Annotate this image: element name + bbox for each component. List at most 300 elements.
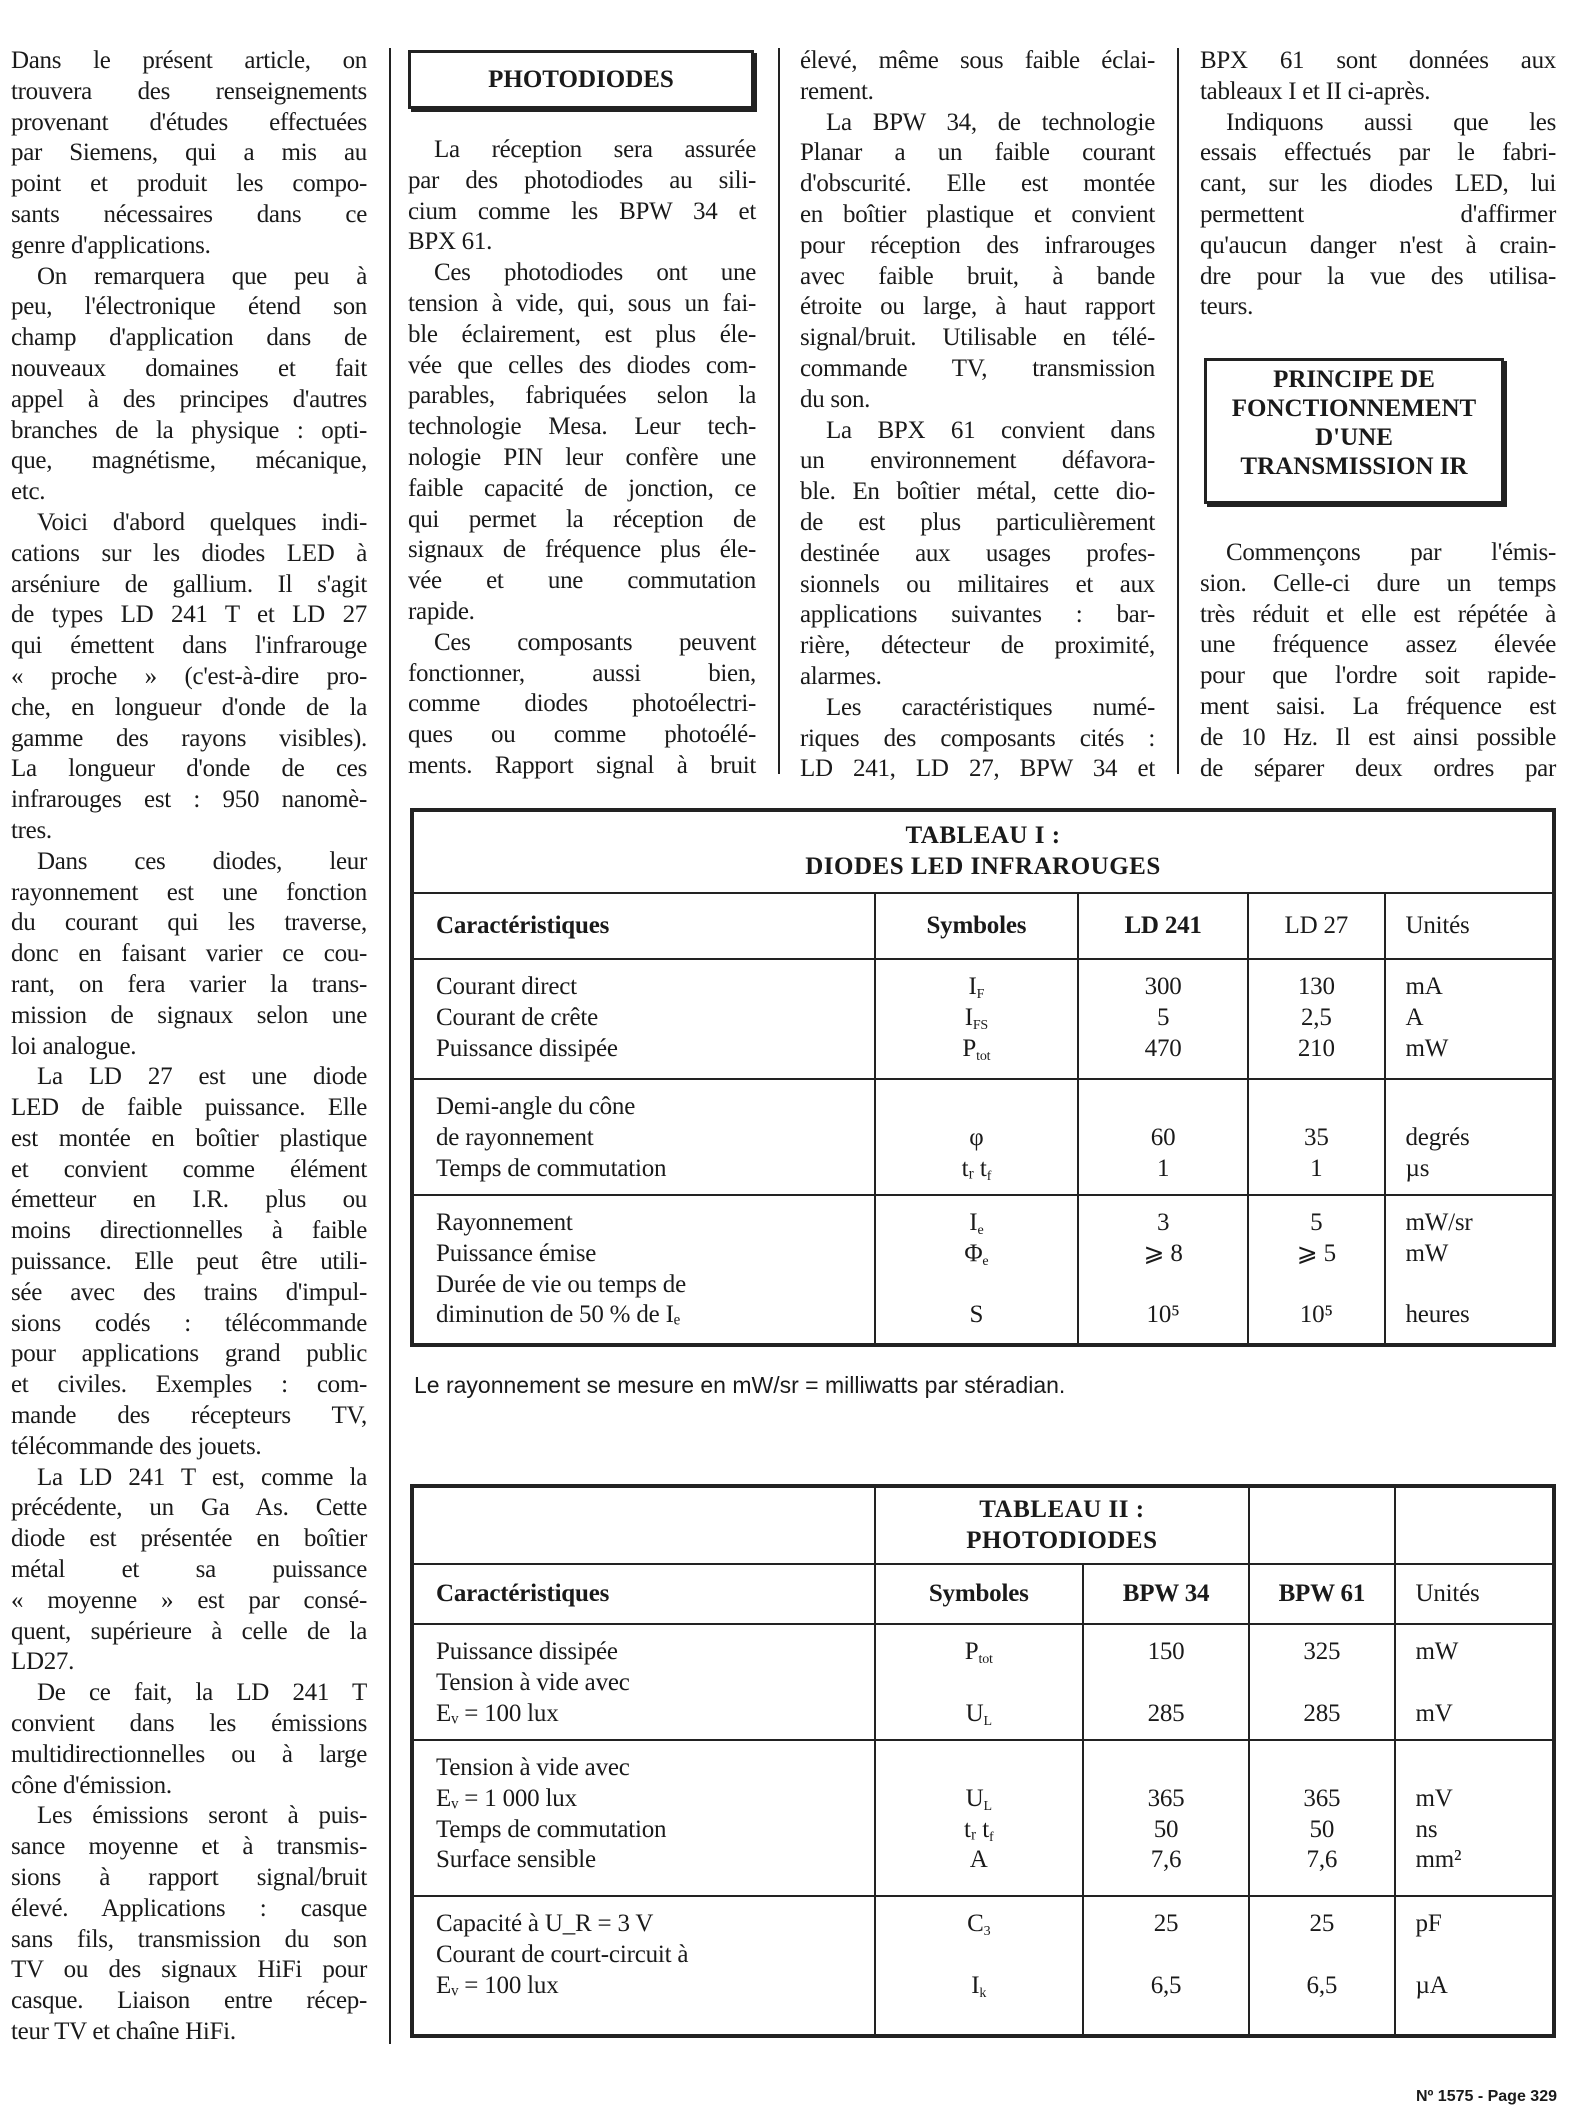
characteristic: de rayonnement [436,1123,594,1151]
text-line: parables, fabriquées selon la [408,382,756,410]
value-1: 60 [1150,1123,1176,1151]
cell-v1 [1078,1195,1248,1345]
symbol [876,1909,1082,1940]
article-column-4-continued [1200,538,1556,784]
text-line: destinée aux usages profes- [800,539,1155,567]
paragraph [11,1062,367,1462]
text-line: vée que celles des diodes com- [408,351,756,379]
text-line: cant, sur les diodes LED, lui [1200,170,1556,198]
text-line: LD27. [11,1648,75,1676]
value-1: 300 [1144,973,1182,1000]
value-2: 365 [1303,1784,1341,1812]
unit: mV [1415,1784,1453,1812]
text-line: sans fils, transmission du son [11,1925,367,1953]
characteristic: Courant de court-circuit à [436,1940,689,1968]
paragraph [408,135,756,258]
text-line: loi analogue. [11,1032,137,1060]
unit: A [1405,1003,1424,1031]
text-line: rière, détecteur de proximité, [800,632,1155,660]
text-line: rant, on fera varier la trans- [11,970,367,998]
value-2: 50 [1309,1815,1335,1843]
symbol-subscript: e [982,1253,989,1269]
text-line: BPX 61 sont données aux [1200,47,1556,74]
unit: mA [1405,973,1443,1000]
symbol-main: C [967,1910,984,1937]
text-line: un environnement défavora- [800,447,1155,475]
value-2 [1250,1668,1393,1699]
unit: pF [1415,1910,1442,1937]
paragraph [11,262,367,508]
characteristic: diminution de 50 % de Iₑ [436,1301,680,1329]
unit: ns [1415,1815,1438,1843]
text-line: provenant d'études effectuées [11,108,367,136]
text-line: faible capacité de jonction, ce [408,474,756,502]
value-2: 285 [1303,1699,1341,1727]
cell-c [412,1079,875,1195]
text-line: Dans ces diodes, leur [37,847,367,875]
value-1: 470 [1144,1034,1182,1062]
empty-cell [412,1486,875,1564]
unit [1416,1940,1552,1971]
value-1: 3 [1156,1209,1170,1236]
paragraph [800,416,1155,693]
column-rule [778,48,780,774]
symbol [876,1699,1082,1730]
column-header: BPW 61 [1249,1564,1394,1624]
text-line: arséniure de gallium. Il s'agit [11,570,367,598]
text-line: pour que l'ordre soit rapide- [1200,662,1556,690]
text-line: multidirectionnelles ou à large [11,1740,367,1768]
unit [1406,1092,1553,1123]
value-1: 10⁵ [1146,1301,1180,1329]
text-line: diode est présentée en boîtier [11,1525,367,1553]
text-line: de séparer deux ordres par [1200,754,1556,782]
value-2: 210 [1297,1034,1335,1062]
table-row-group [412,1740,1554,1896]
text-line: quent, supérieure à celle de la [11,1617,367,1645]
text-line: convient dans les émissions [11,1710,367,1738]
value-1: 285 [1147,1699,1185,1727]
table-header-row [412,1564,1554,1624]
paragraph [800,46,1155,108]
text-line: appel à des principes d'autres [11,385,367,413]
text-line: sionnels ou militaires et aux [800,570,1155,598]
value-2: 5 [1310,1209,1323,1236]
text-line: Commençons par l'émis- [1226,539,1556,566]
text-line: donc en faisant varier ce cou- [11,940,367,968]
text-line: LED de faible puissance. Elle [11,1094,367,1122]
cell-c [412,959,875,1079]
symbol [876,1300,1077,1331]
text-line: Les caractéristiques numé- [826,693,1155,721]
text-line: ment saisi. La fréquence est [1200,692,1556,720]
text-line: branches de la physique : opti- [11,416,367,444]
text-line: de types LD 241 T et LD 27 [11,601,367,629]
symbol-subscript: FS [972,1017,989,1033]
unit: mW [1405,1034,1449,1062]
table-1-footnote: Le rayonnement se mesure en mW/sr = milliwatts par stéradian. [414,1372,1066,1398]
column-header: BPW 34 [1083,1564,1249,1624]
symbol-subscript: f [986,1168,992,1184]
unit: mW [1405,1239,1449,1267]
text-line: LD 241, LD 27, BPW 34 et [800,755,1155,783]
column-header: Caractéristiques [412,1564,875,1624]
text-line: cône d'émission. [11,1771,172,1799]
characteristic: Rayonnement [436,1209,573,1236]
text-line: métal et sa puissance [11,1556,367,1584]
article-column-2 [408,135,756,782]
text-line: vée et une commutation [408,567,756,595]
text-line: est montée en boîtier plastique [11,1124,367,1152]
value-1: 1 [1156,1154,1170,1182]
symbol [876,1784,1082,1815]
cell-v2 [1248,1195,1384,1345]
table-header-row [412,893,1554,959]
cell-u [1395,1740,1554,1896]
text-line: point et produit les compo- [11,170,367,198]
text-line: genre d'applications. [11,231,211,259]
characteristic: Eᵥ = 100 lux [436,1971,559,1999]
text-line: applications suivantes : bar- [800,601,1155,629]
text-line: tableaux I et II ci-après. [1200,77,1431,105]
text-line: cium comme les BPW 34 et [408,197,756,225]
text-line: BPX 61. [408,228,493,256]
symbol [876,1154,1077,1185]
characteristic: Capacité à U_R = 3 V [436,1910,654,1937]
text-line: sance moyenne et à transmis- [11,1833,367,1861]
symbol-main: tᵣ t [963,1815,990,1843]
cell-s [875,1740,1083,1896]
table-row-group [412,1079,1554,1195]
symbol-subscript: F [976,987,985,1002]
text-line: Planar a un faible courant [800,139,1155,167]
unit: µs [1405,1154,1430,1182]
text-line: sions codés : télécommande [11,1309,367,1337]
table-title-line: DIODES LED INFRAROUGES [805,853,1161,880]
cell-v1 [1083,1624,1249,1740]
unit [1416,1668,1552,1699]
text-line: TV ou des signaux HiFi pour [11,1956,367,1984]
text-line: élevé, même sous faible éclai- [800,47,1155,74]
symbol [876,972,1077,1003]
symbol-subscript: 3 [983,1924,991,1939]
symbol-main: I [964,1003,973,1031]
paragraph [800,108,1155,416]
cell-v1 [1078,1079,1248,1195]
column-header: Symboles [875,1564,1083,1624]
paragraph [408,258,756,628]
symbol-subscript: k [979,1985,987,2001]
text-line: tension à vide, qui, sous un fai- [408,289,756,317]
text-line: une fréquence assez élevée [1200,631,1556,659]
text-line: et civiles. Exemples : com- [11,1371,367,1399]
text-line: riques des composants cités : [800,724,1155,752]
text-line: sants nécessaires dans ce [11,200,367,228]
characteristic: Tension à vide avec [436,1754,630,1781]
value-1 [1084,1753,1248,1784]
unit: degrés [1405,1123,1470,1151]
value-1: 7,6 [1150,1846,1182,1874]
text-line: rayonnement est une fonction [11,878,367,906]
value-1: 5 [1156,1003,1170,1031]
text-line: que, magnétisme, mécanique, [11,447,367,475]
symbol-main: Φ [964,1239,983,1267]
symbol [876,1034,1077,1065]
unit: µA [1415,1971,1448,1999]
text-line: mande des récepteurs TV, [11,1402,367,1430]
text-line: puissance. Elle peut être utili- [11,1248,367,1276]
text-line: permettent d'affirmer [1200,200,1556,228]
value-1: 150 [1147,1638,1185,1665]
cell-v1 [1078,959,1248,1079]
symbol [876,1637,1082,1668]
value-1: 6,5 [1150,1971,1182,1999]
table-row-group [412,959,1554,1079]
paragraph [1200,46,1556,108]
characteristic: Eᵥ = 1 000 lux [436,1784,577,1812]
text-line: nologie PIN leur confère une [408,443,756,471]
text-line: La LD 27 est une diode [37,1063,367,1091]
characteristic: Demi-angle du cône [436,1093,636,1120]
text-line: On remarquera que peu à [37,262,367,290]
text-line: émetteur en I.R. plus ou [11,1186,367,1214]
text-line: qui permet la réception de [408,505,756,533]
text-line: sion. Celle-ci dure un temps [1200,569,1556,597]
paragraph [11,46,367,262]
cell-s [875,1896,1083,2036]
cell-v2 [1248,1079,1384,1195]
cell-s [875,1079,1078,1195]
unit: mW [1415,1638,1459,1665]
text-line: teur TV et chaîne HiFi. [11,2018,236,2045]
characteristic: Surface sensible [436,1846,596,1874]
text-line: par des photodiodes au sili- [408,166,756,194]
cell-c [412,1624,875,1740]
symbol [876,1003,1077,1034]
column-header: LD 27 [1248,893,1384,959]
text-line: élevé. Applications : casque [11,1894,367,1922]
text-line: précédente, un Ga As. Cette [11,1494,367,1522]
text-line: Indiquons aussi que les [1226,108,1556,136]
value-2: 7,6 [1306,1846,1338,1874]
value-2 [1250,1940,1393,1971]
symbol-main: A [969,1846,988,1874]
text-line: Dans le présent article, on [11,47,367,74]
text-line: qui émettent dans l'infrarouge [11,632,367,660]
column-header: Symboles [875,893,1078,959]
table-title [875,1486,1250,1564]
symbol-main: I [971,1971,980,1999]
cell-v2 [1249,1740,1394,1896]
value-2: 35 [1304,1123,1329,1151]
value-2: 325 [1303,1638,1341,1665]
value-2: 1 [1310,1154,1323,1182]
value-2: ⩾ 5 [1296,1239,1336,1267]
text-line: « proche » (c'est-à-dire pro- [11,662,367,690]
text-line: qu'aucun danger n'est à crain- [1200,231,1556,259]
text-line: pour réception des infrarouges [800,231,1155,259]
symbol [876,1668,1082,1699]
cell-s [875,959,1078,1079]
cell-c [412,1896,875,2036]
text-line: de 10 Hz. Il est ainsi possible [1200,723,1556,751]
symbol-subscript: tot [976,1048,991,1064]
value-1 [1084,1668,1248,1699]
table-title-line: PHOTODIODES [966,1526,1158,1554]
paragraph [11,1678,367,1801]
symbol-subscript: L [983,1798,992,1814]
table-title-row [412,810,1554,893]
characteristic: Temps de commutation [436,1154,667,1182]
symbol-subscript: f [989,1829,994,1845]
characteristic: Puissance émise [436,1239,597,1267]
text-line: etc. [11,478,46,506]
symbol-main: S [969,1301,984,1329]
value-2 [1249,1270,1383,1301]
characteristic: Tension à vide avec [436,1668,630,1696]
text-line: télécommande des jouets. [11,1432,262,1460]
symbol [876,1092,1077,1123]
characteristic: Courant direct [436,973,577,1000]
symbol [876,1971,1082,2002]
text-line: du son. [800,385,871,413]
text-line: La longueur d'onde de ces [11,755,367,783]
table-title-line: TABLEAU I : [905,822,1061,850]
text-line: ments. Rapport signal à bruit [408,751,756,779]
unit [1416,1753,1552,1784]
text-line: comme diodes photoélectri- [408,690,756,718]
text-line: Voici d'abord quelques indi- [37,508,367,536]
text-line: avec faible bruit, à bande [800,262,1155,290]
cell-u [1395,1896,1554,2036]
text-line: Les émissions seront à puis- [37,1802,367,1830]
text-line: signaux de fréquence plus éle- [408,536,756,564]
characteristic: Courant de crête [436,1003,598,1031]
cell-c [412,1195,875,1345]
text-line: De ce fait, la LD 241 T [37,1679,367,1707]
paragraph [11,1463,367,1679]
symbol [876,1940,1082,1971]
text-line: en boîtier plastique et convient [800,200,1155,228]
column-header: Unités [1395,1564,1554,1624]
symbol-subscript: tot [978,1652,993,1667]
text-line: Ces composants peuvent [434,628,756,656]
article-column-4 [1200,46,1556,323]
characteristic: Eᵥ = 100 lux [436,1699,559,1727]
text-line: trouvera des renseignements [11,77,367,105]
value-2: 25 [1309,1910,1335,1937]
section-heading-photodiodes: PHOTODIODES [408,50,754,109]
text-line: très réduit et elle est répétée à [1200,600,1556,628]
symbol-main: P [964,1638,979,1665]
text-line: rapide. [408,597,475,625]
value-1: ⩾ 8 [1143,1239,1183,1267]
text-line: peu, l'électronique étend son [11,293,367,321]
cell-v2 [1248,959,1384,1079]
text-line: La BPX 61 convient dans [826,416,1155,444]
column-header: Caractéristiques [412,893,875,959]
page-footer: Nº 1575 - Page 329 [1415,2088,1557,2105]
cell-s [875,1624,1083,1740]
symbol [876,1845,1082,1876]
cell-v1 [1083,1896,1249,2036]
text-line: gamme des rayons visibles). [11,724,367,752]
cell-v2 [1249,1624,1394,1740]
unit: mW/sr [1405,1209,1473,1236]
paragraph [11,1801,367,2047]
text-line: commande TV, transmission [800,354,1155,382]
symbol [876,1208,1077,1239]
text-line: technologie Mesa. Leur tech- [408,413,756,441]
text-line: teurs. [1200,293,1254,321]
text-line: champ d'application dans de [11,324,367,352]
text-line: moins directionnelles à faible [11,1217,367,1245]
paragraph [800,693,1155,785]
text-line: rement. [800,77,874,105]
cell-u [1395,1624,1554,1740]
text-line: Ces photodiodes ont une [434,259,756,287]
text-line: La LD 241 T est, comme la [37,1463,367,1491]
text-line: pour applications grand public [11,1340,367,1368]
paragraph [408,628,756,782]
unit: mV [1415,1699,1453,1727]
characteristic: Temps de commutation [436,1815,667,1843]
cell-v2 [1249,1896,1394,2036]
value-2: 6,5 [1306,1971,1338,1999]
text-line: et convient comme élément [11,1155,367,1183]
paragraph [1200,108,1556,324]
empty-cell [1249,1486,1394,1564]
column-header: LD 241 [1078,893,1248,959]
value-1: 25 [1153,1910,1179,1937]
symbol-main: U [965,1784,984,1812]
table-2-photodiodes [410,1484,1556,2038]
text-line: par Siemens, qui a mis au [11,139,367,167]
paragraph [11,847,367,1063]
text-line: essais effectués par le fabri- [1200,139,1556,167]
section-heading-principe: PRINCIPE DE FONCTIONNEMENT D'UNE TRANSMISSION IR [1204,358,1504,504]
symbol-main: tᵣ t [961,1154,987,1182]
value-1 [1079,1270,1247,1301]
text-line: sée avec des trains d'impul- [11,1278,367,1306]
symbol-main: P [962,1034,977,1062]
symbol-main: I [969,1209,978,1236]
value-2 [1249,1092,1383,1123]
column-rule [389,48,391,2044]
text-line: de est plus particulièrement [800,508,1155,536]
cell-v1 [1083,1740,1249,1896]
table-row-group [412,1624,1554,1740]
empty-cell [1395,1486,1554,1564]
symbol [876,1239,1077,1270]
unit: heures [1405,1301,1470,1329]
cell-u [1385,1195,1555,1345]
cell-s [875,1195,1078,1345]
text-line: ble éclairement, est plus éle- [408,320,756,348]
table-1-diodes-led [410,808,1556,1347]
value-1: 50 [1153,1815,1179,1843]
text-line: dre pour la vue des utilisa- [1200,262,1556,290]
table-row-group [412,1896,1554,2036]
text-line: fonctionner, aussi bien, [408,659,756,687]
article-column-3 [800,46,1155,785]
column-rule [1177,48,1179,774]
cell-c [412,1740,875,1896]
article-column-1 [11,46,367,2048]
text-line: d'obscurité. Elle est montée [800,170,1155,198]
symbol-main: U [965,1699,984,1727]
text-line: La BPW 34, de technologie [826,108,1155,136]
